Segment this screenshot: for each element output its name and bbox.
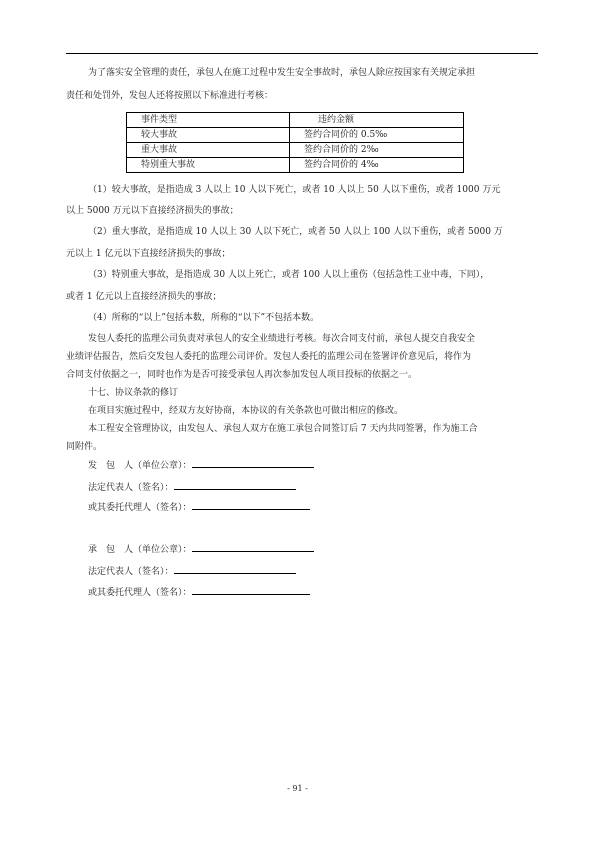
table-row <box>127 143 464 158</box>
signature-line <box>192 542 314 552</box>
employer-party-label: 发 包 人（单位公章）： <box>88 461 192 471</box>
event-type-cell: 重大事故 <box>127 143 290 158</box>
evaluation-line-1: 发包人委托的监理公司负责对承包人的安全业绩进行考核。每次合同支付前，承包人提交自我安全 <box>88 334 476 344</box>
section-17-title: 十七、协议条款的修订 <box>88 388 179 398</box>
contractor-agent-label: 或其委托代理人（签名）： <box>88 588 192 598</box>
penalty-amount-cell: 签约合同价的 2‰ <box>290 143 464 158</box>
event-type-cell: 特别重大事故 <box>127 158 290 173</box>
definition-2-line-1: （2）重大事故，是指造成 10 人以上 30 人以下死亡，或者 50 人以上 100 人以下重伤，或者 5000 万 <box>88 227 503 237</box>
evaluation-line-3: 合同支付依据之一，同时也作为是否可接受承包人再次参加发包人项目投标的依据之一。 <box>66 370 418 380</box>
definition-3-line-1: （3）特别重大事故，是指造成 30 人以上死亡，或者 100 人以上重伤（包括急性工业中毒，下同）， <box>88 270 490 280</box>
table-header-row <box>127 113 464 128</box>
header-event-type: 事件类型 <box>127 113 290 128</box>
contractor-agent-signature <box>88 583 310 603</box>
table-row <box>127 128 464 143</box>
table-row <box>127 158 464 173</box>
definition-3-line-2: 或者 1 亿元以上直接经济损失的事故； <box>66 292 222 302</box>
penalty-table <box>126 112 464 173</box>
page-number: - 91 - <box>287 784 308 793</box>
employer-agent-label: 或其委托代理人（签名）： <box>88 503 192 513</box>
closing-line-2: 同附件。 <box>66 442 103 452</box>
definition-1-line-1: （1）较大事故，是指造成 3 人以上 10 人以下死亡，或者 10 人以上 50 人以下重伤，或者 1000 万元 <box>88 185 501 195</box>
employer-party-signature <box>88 456 314 476</box>
signature-line <box>192 458 314 468</box>
evaluation-line-2: 业绩评估报告，然后交发包人委托的监理公司评价。发包人委托的监理公司在签署评价意见后，将作为 <box>66 352 472 362</box>
employer-legal-rep-label: 法定代表人（签名）： <box>88 483 174 493</box>
signature-line <box>174 564 296 574</box>
definition-1-line-2: 以上 5000 万元以下直接经济损失的事故； <box>66 206 239 216</box>
contractor-legal-rep-label: 法定代表人（签名）： <box>88 567 174 577</box>
signature-line <box>192 500 310 510</box>
intro-line-1: 为了落实安全管理的责任，承包人在施工过程中发生安全事故时，承包人除应按国家有关规定承担 <box>88 68 476 78</box>
contractor-legal-rep-signature <box>88 562 296 582</box>
definition-2-line-2: 元以上 1 亿元以下直接经济损失的事故； <box>66 249 231 259</box>
header-penalty-amount: 违约金额 <box>290 113 464 128</box>
definition-4: （4）所称的“以上”包括本数，所称的“以下”不包括本数。 <box>88 313 320 323</box>
closing-line-1: 本工程安全管理协议，由发包人、承包人双方在施工承包合同签订后 7 天内共同签署，作为施工合 <box>88 424 478 434</box>
signature-line <box>174 480 296 490</box>
penalty-amount-cell: 签约合同价的 0.5‰ <box>290 128 464 143</box>
contractor-party-label: 承 包 人（单位公章）： <box>88 545 192 555</box>
employer-legal-rep-signature <box>88 478 296 498</box>
employer-agent-signature <box>88 498 310 518</box>
penalty-amount-cell: 签约合同价的 4‰ <box>290 158 464 173</box>
contractor-party-signature <box>88 540 314 560</box>
intro-line-2: 责任和处罚外，发包人还将按照以下标准进行考核： <box>66 91 274 101</box>
event-type-cell: 较大事故 <box>127 128 290 143</box>
section-17-text: 在项目实施过程中，经双方友好协商，本协议的有关条款也可做出相应的修改。 <box>88 406 404 416</box>
header-rule <box>66 53 538 54</box>
signature-line <box>192 585 310 595</box>
